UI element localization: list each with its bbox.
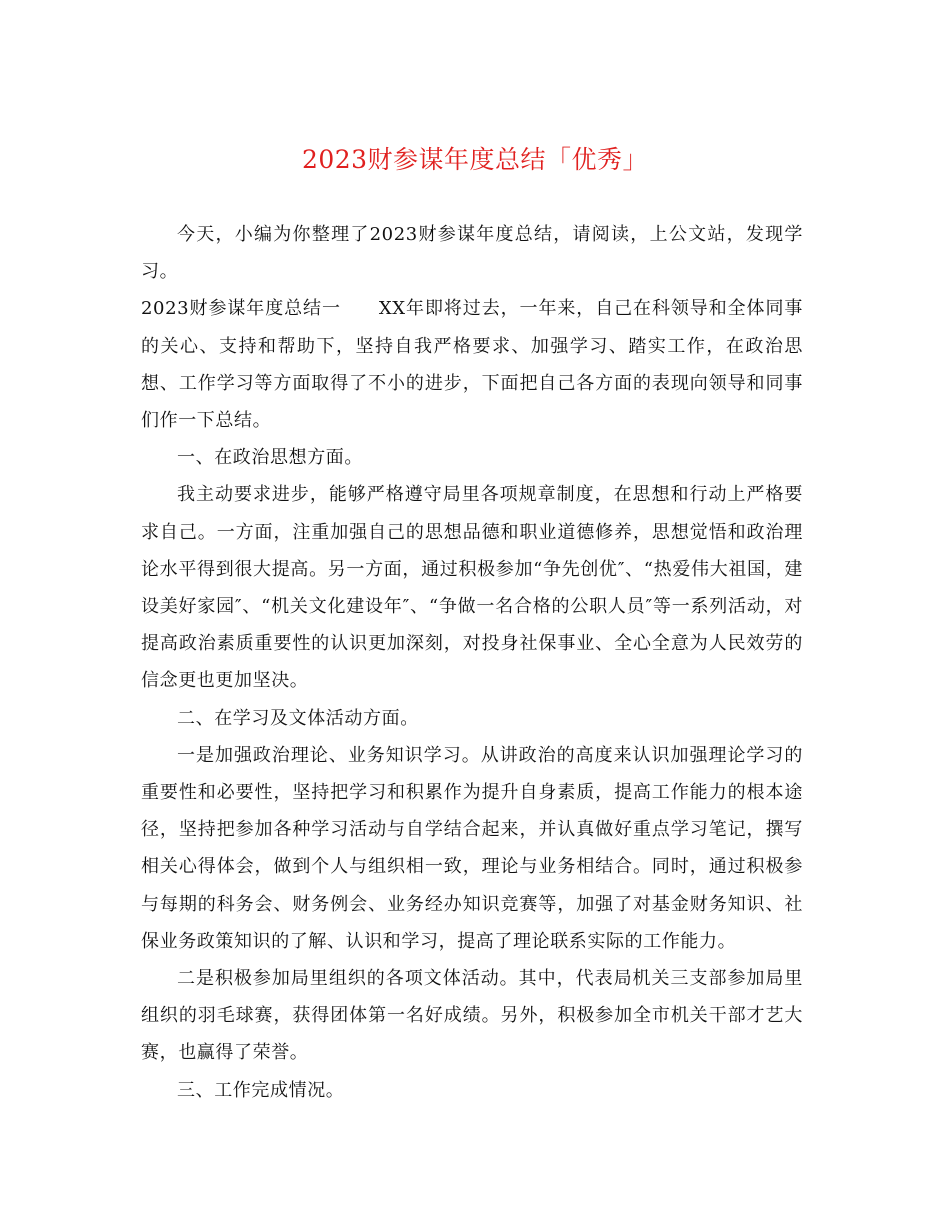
paragraph-activities: 二是积极参加局里组织的各项文体活动。其中，代表局机关三支部参加局里组织的羽毛球赛，获得团体第一名好成绩。另外，积极参加全市机关干部才艺大赛，也赢得了荣誉。	[141, 968, 803, 1064]
summary-opening-text: XX年即将过去，一年来，自己在科领导和全体同事的关心、支持和帮助下，坚持自我严格要求、加强学习、踏实工作，在政治思想、工作学习等方面取得了不小的进步，下面把自己各方面的表现向领导和同事们作一下总结。	[141, 298, 803, 432]
intro-paragraph: 今天，小编为你整理了2023财参谋年度总结，请阅读，上公文站，发现学习。	[141, 224, 803, 283]
section-heading-political: 一、在政治思想方面。	[177, 447, 363, 469]
paragraph-study: 一是加强政治理论、业务知识学习。从讲政治的高度来认识加强理论学习的重要性和必要性，坚持把学习和积累作为提升自身素质，提高工作能力的根本途径，坚持把参加各种学习活动与自学结合起来，并认真做好重点学习笔记，撰写相关心得体会，做到个人与组织相一致，理论与业务相结合。同时，通过积极参与每期的科务会、财务例会、业务经办知识竞赛等，加强了对基金财务知识、社保业务政策知识的了解、认识和学习，提高了理论联系实际的工作能力。	[141, 744, 803, 952]
paragraph-political: 我主动要求进步，能够严格遵守局里各项规章制度，在思想和行动上严格要求自己。一方面，注重加强自己的思想品德和职业道德修养，思想觉悟和政治理论水平得到很大提高。另一方面，通过积极参加“争先创优″、“热爱伟大祖国，建设美好家园″、“机关文化建设年″、“争做一名合格的公职人员″等一系列活动，对提高政治素质重要性的认识更加深刻，对投身社保事业、全心全意为人民效劳的信念更也更加坚决。	[141, 484, 803, 692]
document-body	[141, 216, 803, 1109]
summary-opening-paragraph	[141, 290, 803, 439]
document-title: 2023财参谋年度总结「优秀」	[301, 145, 649, 174]
section-heading-work: 三、工作完成情况。	[177, 1079, 345, 1101]
summary-heading: 2023财参谋年度总结一	[141, 298, 341, 320]
section-heading-study: 二、在学习及文体活动方面。	[177, 707, 419, 729]
